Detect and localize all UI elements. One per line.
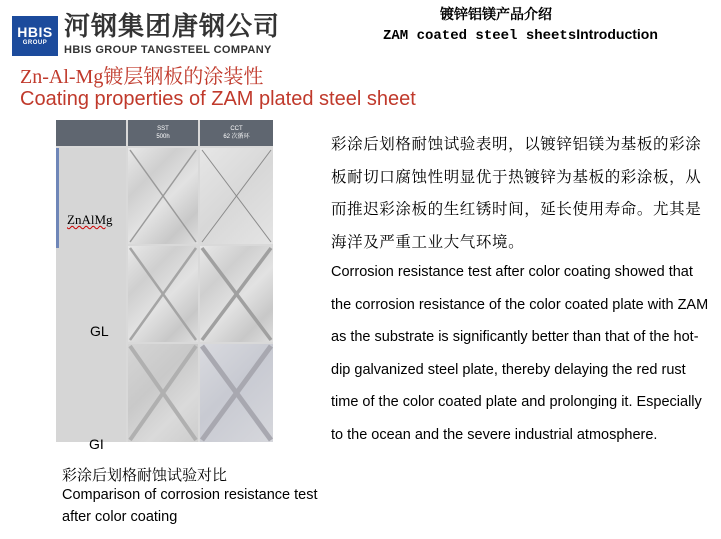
sample-gl-sst [128,246,198,342]
cct-cycles: 62 次循环 [223,134,250,140]
slide-title-cn: Zn-Al-Mg镀层钢板的涂装性 [20,66,264,88]
row-label-strip [56,148,126,442]
intro-title-en [383,26,658,44]
row-label-gi: GI [89,436,104,452]
sample-gi-sst [128,344,198,442]
body-text-en: Corrosion resistance test after color coating showed that the corrosion resistance of the color coated plate with ZAM as the substrate is significantly better than that of the hot-dip galvanized steel plate, thereby delaying the red rust time of the color coated plate and prolonging it. Especially to the ocean and the severe industrial atmosphere. [331,264,709,443]
intro-title-cn: 镀锌铝镁产品介绍 [440,7,552,23]
sample-gl-cct [200,246,273,342]
figure-header-blank [56,120,126,146]
sst-label: SST [157,126,169,132]
intro-title-en-part1: ZAM coated steel sheets [383,28,577,44]
logo-subtext: GROUP [22,40,48,46]
row-label-znalmg: ZnAlMg [67,212,113,227]
company-name-en: HBIS GROUP TANGSTEEL COMPANY [64,44,272,56]
sst-duration: 500h [156,134,170,140]
logo-text: HBIS [17,24,53,40]
slide-title-en: Coating properties of ZAM plated steel sheet [20,88,416,110]
figure-caption-cn: 彩涂后划格耐蚀试验对比 [62,466,228,484]
figure-caption-en: Comparison of corrosion resistance test after color coating [62,487,318,525]
sample-gi-cct [200,344,273,442]
corrosion-test-figure [56,120,273,442]
sample-znalmg-cct [200,148,273,244]
cct-label: CCT [230,126,243,132]
body-text-cn: 彩涂后划格耐蚀试验表明，以镀锌铝镁为基板的彩涂板耐切口腐蚀性明显优于热镀锌为基板的彩涂板，从而推迟彩涂板的生红锈时间，延长使用寿命。尤其是海洋及严重工业大气环境。 [331,135,702,251]
figure-header-sst [128,120,198,146]
strip-accent [56,148,59,248]
company-name-cn: 河钢集团唐钢公司 [64,12,281,42]
intro-title-en-part2: Introduction [576,26,658,42]
row-label-gl: GL [90,323,109,339]
figure-header-cct [200,120,273,146]
sample-znalmg-sst [128,148,198,244]
company-logo [12,16,58,56]
